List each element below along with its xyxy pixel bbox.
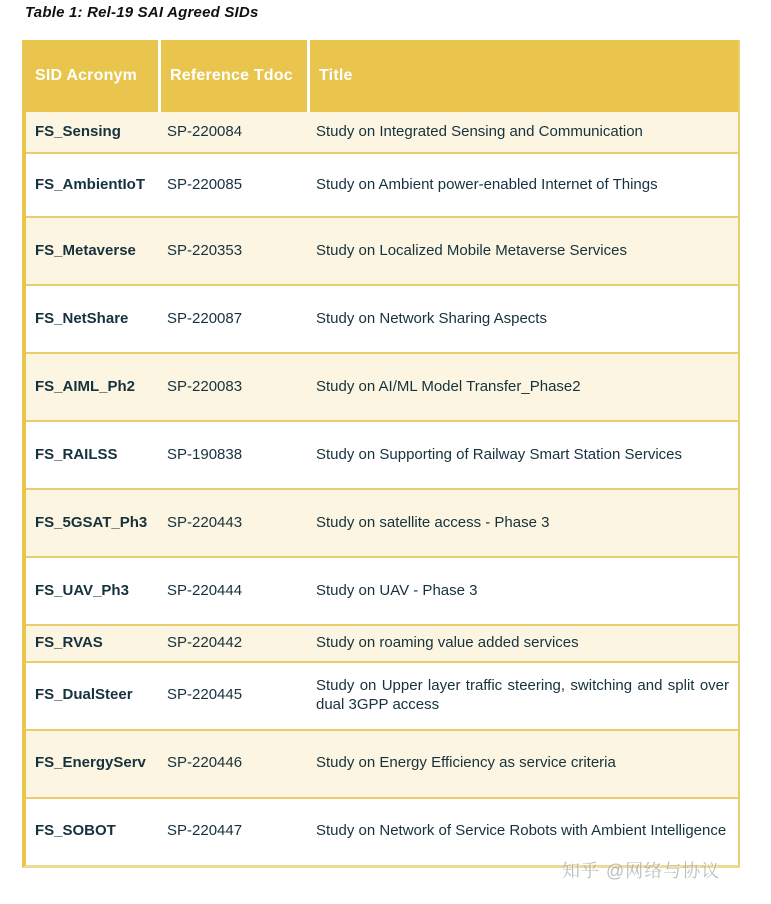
cell-reference-tdoc: SP-220445 xyxy=(167,686,243,704)
column-header-title: Title xyxy=(307,40,738,112)
table-row xyxy=(26,797,738,865)
cell-reference-tdoc: SP-220084 xyxy=(167,122,243,140)
cell-title: Study on Upper layer traffic steering, switching and split over dual 3GPP access xyxy=(316,677,729,713)
cell-reference-tdoc: SP-220087 xyxy=(167,309,243,327)
cell-sid-acronym: FS_RAILSS xyxy=(35,445,118,463)
table-row xyxy=(26,352,738,420)
cell-title: Study on UAV - Phase 3 xyxy=(316,581,478,599)
cell-sid-acronym: FS_NetShare xyxy=(35,309,129,327)
table-header-row xyxy=(26,40,738,112)
cell-sid-acronym: FS_SOBOT xyxy=(35,822,116,840)
cell-title: Study on roaming value added services xyxy=(316,634,579,651)
cell-sid-acronym: FS_EnergyServ xyxy=(35,754,146,772)
cell-sid-acronym: FS_UAV_Ph3 xyxy=(35,581,129,599)
table-row xyxy=(26,661,738,729)
cell-sid-acronym: FS_DualSteer xyxy=(35,686,133,704)
table-row xyxy=(26,729,738,797)
cell-reference-tdoc: SP-220444 xyxy=(167,581,243,599)
cell-sid-acronym: FS_AmbientIoT xyxy=(35,175,146,193)
cell-sid-acronym: FS_RVAS xyxy=(35,634,103,651)
cell-sid-acronym: FS_5GSAT_Ph3 xyxy=(35,513,148,531)
table-body xyxy=(26,112,738,865)
table-row xyxy=(26,420,738,488)
cell-title: Study on Energy Efficiency as service criteria xyxy=(316,754,616,772)
column-header-reference-tdoc: Reference Tdoc xyxy=(158,40,307,112)
table-row xyxy=(26,556,738,624)
cell-title: Study on Supporting of Railway Smart Station Services xyxy=(316,445,683,463)
table-row xyxy=(26,488,738,556)
sid-table xyxy=(22,40,740,868)
cell-title: Study on Localized Mobile Metaverse Services xyxy=(316,241,627,259)
cell-title: Study on Network Sharing Aspects xyxy=(316,309,547,327)
cell-reference-tdoc: SP-220083 xyxy=(167,377,243,395)
zhihu-watermark: 知乎 @网络与协议 xyxy=(562,861,721,881)
table-row xyxy=(26,284,738,352)
cell-title: Study on Ambient power-enabled Internet of Things xyxy=(316,175,658,193)
cell-title: Study on Network of Service Robots with Ambient Intelligence xyxy=(316,822,727,840)
cell-reference-tdoc: SP-190838 xyxy=(167,445,243,463)
cell-reference-tdoc: SP-220443 xyxy=(167,513,243,531)
cell-sid-acronym: FS_AIML_Ph2 xyxy=(35,377,136,395)
cell-reference-tdoc: SP-220085 xyxy=(167,175,243,193)
table-row xyxy=(26,624,738,661)
column-header-sid-acronym: SID Acronym xyxy=(35,67,138,84)
cell-title: Study on Integrated Sensing and Communication xyxy=(316,122,643,140)
cell-reference-tdoc: SP-220442 xyxy=(167,634,243,651)
table-row xyxy=(26,152,738,216)
table-caption: Table 1: Rel-19 SAI Agreed SIDs xyxy=(25,4,259,21)
cell-title: Study on satellite access - Phase 3 xyxy=(316,513,550,531)
cell-sid-acronym: FS_Sensing xyxy=(35,122,121,140)
table-row xyxy=(26,112,738,152)
cell-reference-tdoc: SP-220353 xyxy=(167,241,243,259)
cell-title: Study on AI/ML Model Transfer_Phase2 xyxy=(316,377,581,395)
cell-reference-tdoc: SP-220447 xyxy=(167,822,243,840)
table-row xyxy=(26,216,738,284)
cell-sid-acronym: FS_Metaverse xyxy=(35,241,136,259)
cell-reference-tdoc: SP-220446 xyxy=(167,754,243,772)
